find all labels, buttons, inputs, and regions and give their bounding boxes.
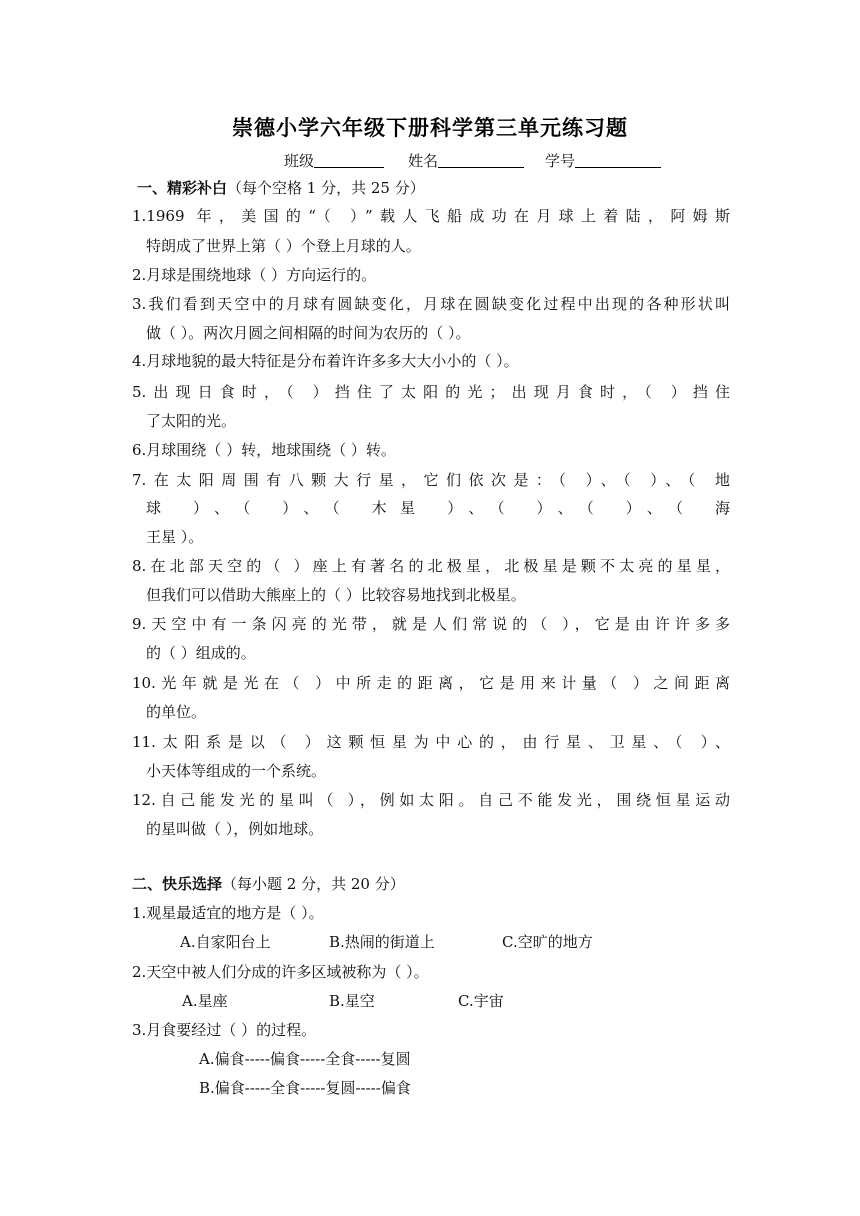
choice-q1-option-c[interactable]: C.空旷的地方 (502, 933, 593, 951)
choice-q3-option-b[interactable]: B.偏食-----全食-----复圆-----偏食 (199, 1079, 411, 1097)
q10-line2: 的单位。 (146, 703, 207, 721)
name-blank[interactable] (438, 153, 524, 168)
section1-note: （每个空格 1 分，共 25 分） (227, 179, 425, 197)
worksheet-title: 崇德小学六年级下册科学第三单元练习题 (232, 116, 628, 140)
section2-heading (132, 873, 405, 894)
q4-line: 4.月球地貌的最大特征是分布着许许多多大大小小的（ ）。 (132, 352, 519, 370)
number-blank[interactable] (575, 153, 661, 168)
choice-q1-option-b[interactable]: B.热闹的街道上 (329, 933, 435, 951)
q7-line2: 球 ）、（ ）、（ 木星 ）、（ ）、（ ）、（ 海 (146, 499, 730, 517)
choice-q1-stem: 1.观星最适宜的地方是（ ）。 (132, 904, 324, 922)
q12-line2: 的星叫做（ ），例如地球。 (146, 820, 324, 838)
q11-line2: 小天体等组成的一个系统。 (146, 762, 327, 780)
section2-title: 二、快乐选择 (132, 875, 223, 893)
q3-line1: 3.我们看到天空中的月球有圆缺变化，月球在圆缺变化过程中出现的各种形状叫 (132, 295, 730, 313)
q3-line2: 做（ ）。两次月圆之间相隔的时间为农历的（ ）。 (146, 324, 471, 342)
q12-line1: 12.自己能发光的星叫（ ），例如太阳。自己不能发光，围绕恒星运动 (132, 791, 730, 809)
number-label: 学号 (545, 152, 576, 170)
q1-line2: 特朗成了世界上第（ ）个登上月球的人。 (146, 237, 421, 255)
section1-heading (137, 177, 425, 198)
choice-q2-option-b[interactable]: B.星空 (329, 992, 375, 1010)
q10-line1: 10.光年就是光在（ ）中所走的距离，它是用来计量（ ）之间距离 (132, 674, 730, 692)
q8-line2: 但我们可以借助大熊座上的（ ）比较容易地找到北极星。 (146, 586, 526, 604)
choice-q1-option-a[interactable]: A.自家阳台上 (180, 933, 271, 951)
choice-q2-option-a[interactable]: A.星座 (182, 992, 228, 1010)
q9-line1: 9.天空中有一条闪亮的光带，就是人们常说的（ ），它是由许许多多 (132, 615, 730, 633)
q11-line1: 11.太阳系是以（ ）这颗恒星为中心的，由行星、卫星、（ ）、 (132, 733, 730, 751)
q8-line1: 8.在北部天空的（ ）座上有著名的北极星，北极星是颗不太亮的星星， (132, 557, 730, 575)
section2-note: （每小题 2 分，共 20 分） (222, 875, 405, 893)
q9-line2: 的（ ）组成的。 (146, 644, 256, 662)
section1-title: 一、精彩补白 (137, 179, 228, 197)
name-field (408, 150, 524, 171)
class-blank[interactable] (314, 153, 384, 168)
q7-line1: 7.在太阳周围有八颗大行星，它们依次是：（ ）、（ ）、（ 地 (132, 471, 730, 489)
q2-line: 2.月球是围绕地球（ ）方向运行的。 (132, 266, 377, 284)
q5-line1: 5.出现日食时，（ ）挡住了太阳的光；出现月食时，（ ）挡住 (132, 383, 730, 401)
q7-line3: 王星 ）。 (146, 528, 204, 546)
q6-line: 6.月球围绕（ ）转，地球围绕（ ）转。 (132, 441, 396, 459)
choice-q3-option-a[interactable]: A.偏食-----偏食-----全食-----复圆 (199, 1050, 411, 1068)
class-field (284, 150, 384, 171)
name-label: 姓名 (408, 152, 439, 170)
class-label: 班级 (284, 152, 315, 170)
choice-q2-stem: 2.天空中被人们分成的许多区域被称为（ ）。 (132, 963, 429, 981)
choice-q3-stem: 3.月食要经过（ ）的过程。 (132, 1021, 317, 1039)
choice-q2-option-c[interactable]: C.宇宙 (458, 992, 504, 1010)
number-field (545, 150, 661, 171)
q1-line1: 1.1969 年，美国的“（ ）”载人飞船成功在月球上着陆，阿姆斯 (132, 207, 730, 225)
q5-line2: 了太阳的光。 (146, 412, 237, 430)
